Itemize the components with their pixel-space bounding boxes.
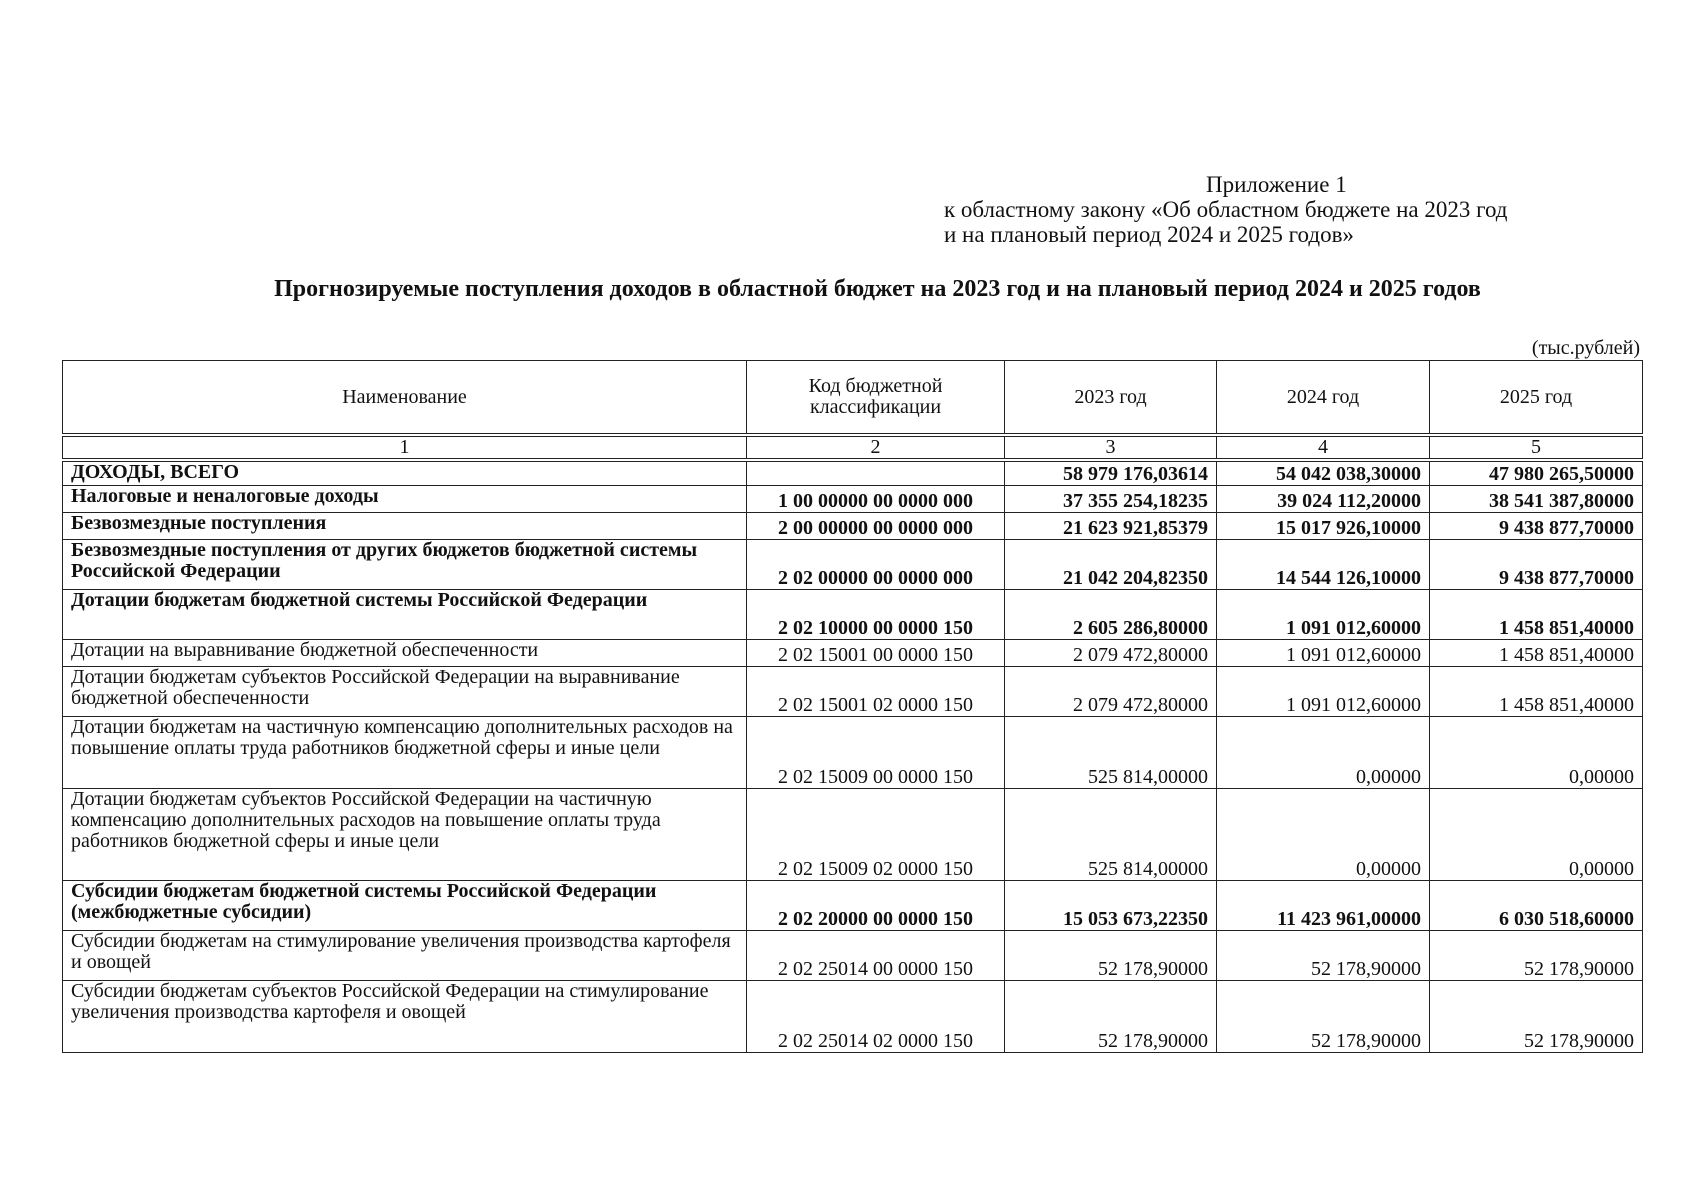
row-code: 2 02 25014 02 0000 150 [747,980,1005,1052]
row-value-2025: 52 178,90000 [1430,930,1643,980]
table-row [63,716,1643,788]
row-name: Дотации бюджетам бюджетной системы Российской Федерации [63,589,747,639]
row-code: 2 02 10000 00 0000 150 [747,589,1005,639]
row-value-2025: 6 030 518,60000 [1430,880,1643,930]
row-value-2024: 52 178,90000 [1217,980,1430,1052]
row-value-2025: 0,00000 [1430,716,1643,788]
column-number: 2 [747,435,1005,460]
table-row [63,485,1643,512]
row-value-2024: 1 091 012,60000 [1217,666,1430,716]
row-value-2025: 9 438 877,70000 [1430,512,1643,539]
row-value-2023: 2 605 286,80000 [1005,589,1217,639]
row-code: 2 02 25014 00 0000 150 [747,930,1005,980]
row-value-2025: 1 458 851,40000 [1430,666,1643,716]
appendix-note [944,172,1664,247]
row-value-2024: 14 544 126,10000 [1217,539,1430,589]
table-row [63,980,1643,1052]
header-code: Код бюджетной классификации [747,361,1005,436]
column-number: 3 [1005,435,1217,460]
row-code: 2 00 00000 00 0000 000 [747,512,1005,539]
row-name: Субсидии бюджетам субъектов Российской Федерации на стимулирование увеличения производства картофеля и овощей [63,980,747,1052]
row-value-2024: 1 091 012,60000 [1217,639,1430,666]
header-name: Наименование [63,361,747,436]
table-body [63,460,1643,1052]
row-code: 2 02 00000 00 0000 000 [747,539,1005,589]
row-value-2024: 54 042 038,30000 [1217,460,1430,485]
row-value-2025: 47 980 265,50000 [1430,460,1643,485]
appendix-line-1: к областному закону «Об областном бюджете на 2023 год [944,197,1508,222]
row-value-2023: 37 355 254,18235 [1005,485,1217,512]
table-row [63,539,1643,589]
row-value-2025: 0,00000 [1430,788,1643,880]
row-name: Дотации бюджетам на частичную компенсацию дополнительных расходов на повышение оплаты труда работников бюджетной сферы и иные цели [63,716,747,788]
table-row [63,589,1643,639]
row-value-2023: 2 079 472,80000 [1005,639,1217,666]
row-code: 2 02 20000 00 0000 150 [747,880,1005,930]
row-value-2024: 11 423 961,00000 [1217,880,1430,930]
row-value-2025: 9 438 877,70000 [1430,539,1643,589]
row-value-2023: 52 178,90000 [1005,930,1217,980]
revenue-table [62,360,1643,1053]
row-code: 2 02 15001 00 0000 150 [747,639,1005,666]
row-value-2023: 525 814,00000 [1005,716,1217,788]
row-value-2023: 2 079 472,80000 [1005,666,1217,716]
row-code: 2 02 15009 00 0000 150 [747,716,1005,788]
row-value-2024: 1 091 012,60000 [1217,589,1430,639]
units-note: (тыс.рублей) [1531,337,1640,359]
row-name: Безвозмездные поступления [63,512,747,539]
table-row [63,880,1643,930]
row-name: Безвозмездные поступления от других бюджетов бюджетной системы Российской Федерации [63,539,747,589]
document-title: Прогнозируемые поступления доходов в областной бюджет на 2023 год и на плановый период 2024 и 2025 годов [274,276,1481,302]
row-value-2024: 39 024 112,20000 [1217,485,1430,512]
row-code [747,460,1005,485]
header-2025: 2025 год [1430,361,1643,436]
column-number: 1 [63,435,747,460]
table-row [63,788,1643,880]
row-value-2025: 1 458 851,40000 [1430,639,1643,666]
row-name: Субсидии бюджетам на стимулирование увеличения производства картофеля и овощей [63,930,747,980]
row-name: Дотации бюджетам субъектов Российской Федерации на частичную компенсацию дополнительных расходов на повышение оплаты труда работников бюджетной сферы и иные цели [63,788,747,880]
row-value-2023: 525 814,00000 [1005,788,1217,880]
row-value-2024: 52 178,90000 [1217,930,1430,980]
row-value-2023: 58 979 176,03614 [1005,460,1217,485]
row-value-2024: 0,00000 [1217,716,1430,788]
row-name: Субсидии бюджетам бюджетной системы Российской Федерации (межбюджетные субсидии) [63,880,747,930]
row-code: 1 00 00000 00 0000 000 [747,485,1005,512]
header-2024: 2024 год [1217,361,1430,436]
row-value-2023: 21 042 204,82350 [1005,539,1217,589]
row-code: 2 02 15009 02 0000 150 [747,788,1005,880]
appendix-line-2: и на плановый период 2024 и 2025 годов» [944,222,1354,247]
table-row [63,930,1643,980]
row-value-2024: 15 017 926,10000 [1217,512,1430,539]
table-row [63,639,1643,666]
row-value-2025: 38 541 387,80000 [1430,485,1643,512]
table-row [63,512,1643,539]
appendix-title: Приложение 1 [1206,172,1347,197]
table-row [63,666,1643,716]
row-name: ДОХОДЫ, ВСЕГО [63,460,747,485]
column-number: 5 [1430,435,1643,460]
header-2023: 2023 год [1005,361,1217,436]
row-value-2024: 0,00000 [1217,788,1430,880]
column-number: 4 [1217,435,1430,460]
row-value-2023: 21 623 921,85379 [1005,512,1217,539]
table-row [63,460,1643,485]
row-name: Дотации бюджетам субъектов Российской Федерации на выравнивание бюджетной обеспеченности [63,666,747,716]
row-value-2023: 15 053 673,22350 [1005,880,1217,930]
column-number-row [63,435,1643,460]
row-code: 2 02 15001 02 0000 150 [747,666,1005,716]
table-header-row [63,361,1643,436]
row-value-2025: 1 458 851,40000 [1430,589,1643,639]
row-value-2023: 52 178,90000 [1005,980,1217,1052]
row-name: Налоговые и неналоговые доходы [63,485,747,512]
row-name: Дотации на выравнивание бюджетной обеспеченности [63,639,747,666]
row-value-2025: 52 178,90000 [1430,980,1643,1052]
